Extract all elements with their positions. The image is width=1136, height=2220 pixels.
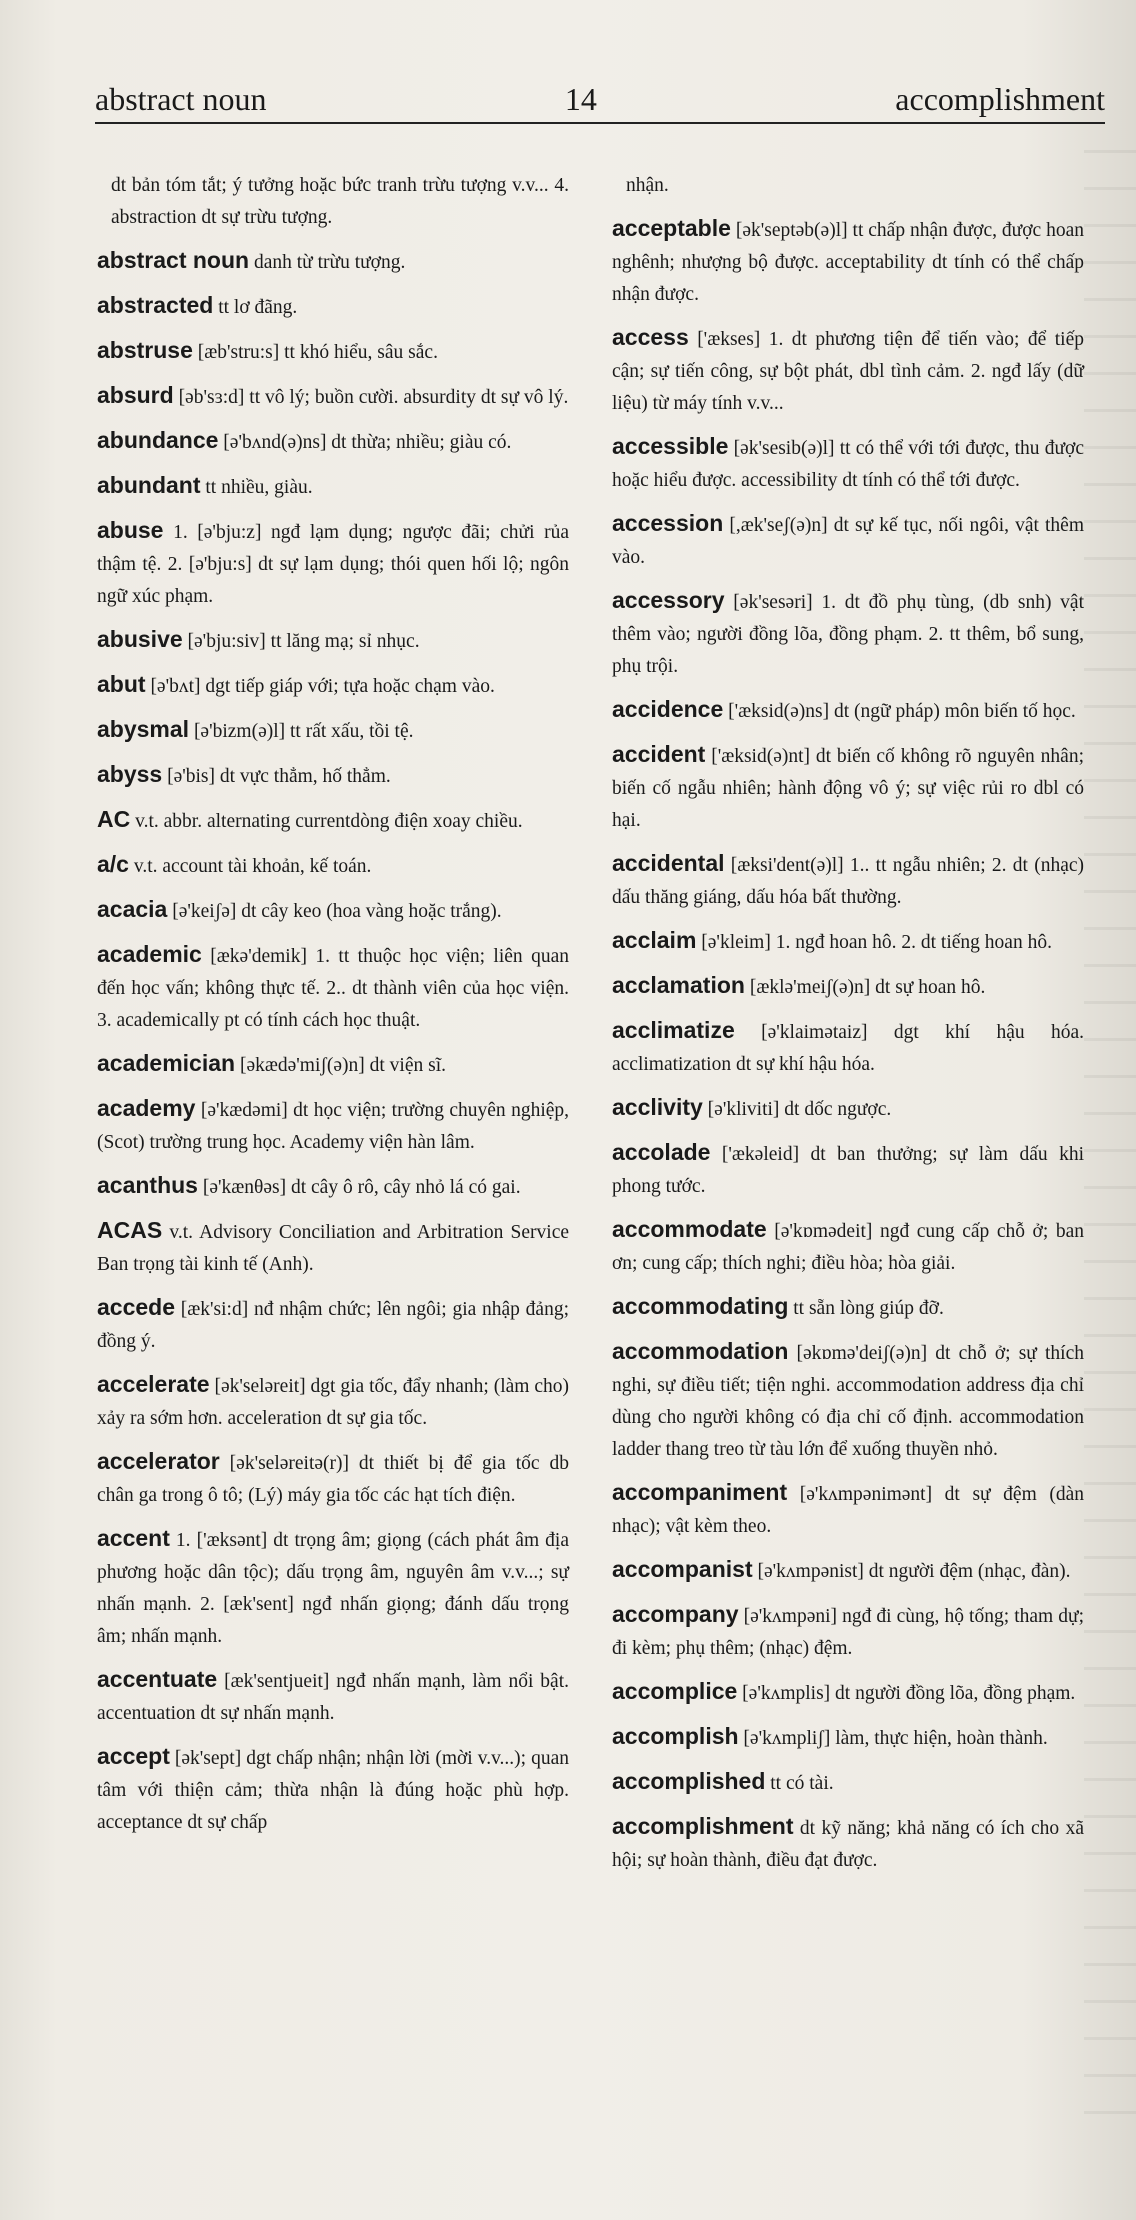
headword: access <box>612 324 689 350</box>
headword: accomplice <box>612 1678 738 1704</box>
definition-text: [ə'kænθəs] dt cây ô rô, cây nhỏ lá có gai. <box>202 1177 521 1198</box>
dictionary-entry <box>97 1368 569 1435</box>
definition-text: [ə'kʌmpənimənt] dt sự đệm (dàn nhạc); vật kèm theo. <box>612 1484 1084 1537</box>
definition-text: [æk'sentjueit] ngđ nhấn mạnh, làm nổi bật. accentuation dt sự nhấn mạnh. <box>97 1671 569 1724</box>
headword: accentuate <box>97 1666 218 1692</box>
definition-text: [ək'septəb(ə)l] tt chấp nhận được, được hoan nghênh; nhượng bộ được. acceptability dt tính có thể chấp nhận được. <box>612 220 1085 305</box>
dictionary-entry <box>97 334 569 369</box>
definition-text: [ækə'demik] 1. tt thuộc học viện; liên quan đến học vấn; không thực tế. 2.. dt thành viên của học viện. 3. academically pt có tính cách học thuật. <box>97 946 570 1031</box>
definition-text: [əkædə'miʃ(ə)n] dt viện sĩ. <box>239 1055 447 1076</box>
headword: accomplishment <box>612 1813 794 1839</box>
headword: accessory <box>612 587 725 613</box>
dictionary-entry <box>97 1740 569 1839</box>
headword: acacia <box>97 896 168 922</box>
dictionary-entry <box>97 1522 569 1653</box>
headword: abstruse <box>97 337 193 363</box>
definition-text: tt sẵn lòng giúp đỡ. <box>793 1298 944 1319</box>
definition-text: [ə'kʌmpənist] dt người đệm (nhạc, đàn). <box>757 1561 1071 1582</box>
headword: accession <box>612 510 724 536</box>
right-column <box>612 170 1084 1887</box>
headword: accent <box>97 1525 170 1551</box>
dictionary-entry <box>97 758 569 793</box>
headword: AC <box>97 806 131 832</box>
definition-text: [,æk'seʃ(ə)n] dt sự kế tục, nối ngôi, vật thêm vào. <box>612 515 1085 568</box>
headword: abstracted <box>97 292 214 318</box>
dictionary-entry <box>612 1765 1084 1800</box>
definition-text: [æb'stru:s] tt khó hiểu, sâu sắc. <box>197 342 438 363</box>
dictionary-entry <box>97 514 569 613</box>
dictionary-entry <box>612 1136 1084 1203</box>
dictionary-entry <box>612 1810 1084 1877</box>
definition-text: [ək'seləreitə(r)] dt thiết bị để gia tốc db chân ga trong ô tô; (Lý) máy gia tốc các hạt tích điện. <box>97 1453 569 1506</box>
dictionary-entry <box>97 848 569 883</box>
definition-text: [ək'sesib(ə)l] tt có thể với tới được, thu được hoặc hiểu được. accessibility dt tính có thể tới được. <box>612 438 1084 491</box>
headword: accommodating <box>612 1293 789 1319</box>
dictionary-entry <box>612 924 1084 959</box>
definition-text: [əb'sɜ:d] tt vô lý; buồn cười. absurdity dt sự vô lý. <box>178 387 569 408</box>
definition-text: [ə'kɒmədeit] ngđ cung cấp chỗ ở; ban ơn; cung cấp; thích nghi; điều hòa; hòa giải. <box>612 1221 1085 1274</box>
header-last-word: accomplishment <box>895 81 1105 117</box>
dictionary-entry <box>612 1014 1084 1081</box>
headword: accelerate <box>97 1371 210 1397</box>
dictionary-entry <box>97 1214 569 1281</box>
definition-text: [ə'bju:siv] tt lăng mạ; sỉ nhục. <box>187 631 420 652</box>
headword: academy <box>97 1095 196 1121</box>
headword: accompanist <box>612 1556 753 1582</box>
dictionary-entry <box>97 289 569 324</box>
dictionary-entry <box>97 668 569 703</box>
dictionary-entry <box>97 938 569 1037</box>
headword: acanthus <box>97 1172 198 1198</box>
definition-text: ['ækəleid] dt ban thưởng; sự làm dấu khi phong tước. <box>612 1144 1084 1197</box>
dictionary-entry <box>97 713 569 748</box>
dictionary-entry <box>97 170 569 234</box>
headword: accidental <box>612 850 725 876</box>
definition-text: [ə'bis] dt vực thẳm, hố thẳm. <box>167 766 391 787</box>
headword: accompany <box>612 1601 739 1627</box>
headword: abut <box>97 671 146 697</box>
headword: acceptable <box>612 215 731 241</box>
dictionary-entry <box>612 321 1084 420</box>
headword: a/c <box>97 851 129 877</box>
definition-text: [ə'keiʃə] dt cây keo (hoa vàng hoặc trắng). <box>172 901 502 922</box>
definition-text: dt kỹ năng; khả năng có ích cho xã hội; sự hoàn thành, điều đạt được. <box>612 1818 1084 1871</box>
headword: accomplished <box>612 1768 766 1794</box>
dictionary-entry <box>97 1663 569 1730</box>
dictionary-entry <box>612 1290 1084 1325</box>
dictionary-entry <box>612 693 1084 728</box>
headword: academic <box>97 941 202 967</box>
headword: accidence <box>612 696 724 722</box>
dictionary-entry <box>97 1445 569 1512</box>
dictionary-entry <box>612 430 1084 497</box>
definition-text: [ək'sesəri] 1. dt đồ phụ tùng, (db snh) vật thêm vào; người đồng lõa, đồng phạm. 2. tt thêm, bổ sung, phụ trội. <box>612 592 1085 677</box>
definition-text: [ə'klaimətaiz] dgt khí hậu hóa. acclimatization dt sự khí hậu hóa. <box>612 1022 1084 1075</box>
dictionary-entry <box>97 424 569 459</box>
definition-text: nhận. <box>626 175 669 196</box>
definition-text: ['ækses] 1. dt phương tiện để tiến vào; để tiếp cận; sự tiến công, sự bột phát, dbl tình cảm. 2. ngđ lấy (dữ liệu) từ máy tính v.v... <box>612 329 1084 414</box>
dictionary-entry <box>97 244 569 279</box>
definition-text: v.t. Advisory Conciliation and Arbitration Service Ban trọng tài kinh tế (Anh). <box>97 1222 570 1275</box>
left-column <box>97 170 569 1849</box>
dictionary-entry <box>612 1476 1084 1543</box>
headword: accolade <box>612 1139 711 1165</box>
definition-text: [ə'kʌmplis] dt người đồng lõa, đồng phạm. <box>742 1683 1076 1704</box>
definition-text: [ək'seləreit] dgt gia tốc, đẩy nhanh; (làm cho) xảy ra sớm hơn. acceleration dt sự gia tốc. <box>97 1376 569 1429</box>
headword: academician <box>97 1050 236 1076</box>
headword: acclimatize <box>612 1017 735 1043</box>
definition-text: [ə'kliviti] dt dốc ngược. <box>707 1099 892 1120</box>
definition-text: tt nhiều, giàu. <box>205 477 313 498</box>
dictionary-entry <box>97 379 569 414</box>
definition-text: [ə'kʌmpliʃ] làm, thực hiện, hoàn thành. <box>743 1728 1048 1749</box>
dictionary-entry <box>97 1092 569 1159</box>
definition-text: ['æksid(ə)nt] dt biến cố không rõ nguyên nhân; biến cố ngẫu nhiên; hành động vô ý; sự việc rủi ro dbl có hại. <box>612 746 1084 831</box>
dictionary-entry <box>612 738 1084 837</box>
headword: acclamation <box>612 972 745 998</box>
dictionary-entry <box>612 1720 1084 1755</box>
definition-text: v.t. abbr. alternating currentdòng điện xoay chiều. <box>135 811 523 832</box>
headword: acclivity <box>612 1094 703 1120</box>
dictionary-entry <box>612 1553 1084 1588</box>
definition-text: danh từ trừu tượng. <box>253 252 406 273</box>
page-number: 14 <box>564 81 597 117</box>
header-first-word: abstract noun <box>95 81 267 117</box>
definition-text: [ə'bʌnd(ə)ns] dt thừa; nhiều; giàu có. <box>223 432 512 453</box>
dictionary-entry <box>97 1047 569 1082</box>
definition-text: [ə'bizm(ə)l] tt rất xấu, tồi tệ. <box>193 721 414 742</box>
dictionary-entry <box>612 1091 1084 1126</box>
dictionary-entry <box>612 1675 1084 1710</box>
headword: acclaim <box>612 927 697 953</box>
headword: accessible <box>612 433 729 459</box>
headword: abysmal <box>97 716 190 742</box>
headword: abyss <box>97 761 163 787</box>
definition-text: ['æksid(ə)ns] dt (ngữ pháp) môn biến tố học. <box>728 701 1076 722</box>
dictionary-entry <box>612 584 1084 683</box>
definition-text: tt có tài. <box>770 1773 834 1794</box>
dictionary-entry <box>97 893 569 928</box>
headword: abundant <box>97 472 201 498</box>
definition-text: dt bản tóm tắt; ý tưởng hoặc bức tranh trừu tượng v.v... 4. abstraction dt sự trừu tượng. <box>111 175 569 228</box>
definition-text: [ə'bʌt] dgt tiếp giáp với; tựa hoặc chạm vào. <box>150 676 495 697</box>
headword: accomplish <box>612 1723 739 1749</box>
headword: abuse <box>97 517 164 543</box>
headword: abusive <box>97 626 183 652</box>
dictionary-entry <box>612 1213 1084 1280</box>
headword: accept <box>97 1743 170 1769</box>
definition-text: 1. ['æksənt] dt trọng âm; giọng (cách phát âm địa phương hoặc dân tộc); dấu trọng âm, nguyên âm v.v...; sự nhấn mạnh. 2. [æk'sent] ngđ nhấn giọng; đánh dấu trọng âm; nhấn mạnh. <box>97 1530 569 1647</box>
definition-text: [ə'kædəmi] dt học viện; trường chuyên nghiệp, (Scot) trường trung học. Academy viện hàn lâm. <box>97 1100 570 1153</box>
headword: absurd <box>97 382 174 408</box>
definition-text: v.t. account tài khoản, kế toán. <box>133 856 372 877</box>
dictionary-entry <box>97 803 569 838</box>
dictionary-entry <box>97 469 569 504</box>
headword: ACAS <box>97 1217 163 1243</box>
dictionary-entry <box>612 170 1084 202</box>
dictionary-entry <box>97 1291 569 1358</box>
definition-text: [æk'si:d] nđ nhậm chức; lên ngôi; gia nhập đảng; đồng ý. <box>97 1299 569 1352</box>
definition-text: 1. [ə'bju:z] ngđ lạm dụng; ngược đãi; chửi rủa thậm tệ. 2. [ə'bju:s] dt sự lạm dụng; thói quen hối lộ; ngôn ngữ xúc phạm. <box>97 522 570 607</box>
definition-text: [ək'sept] dgt chấp nhận; nhận lời (mời v.v...); quan tâm với thiện cảm; thừa nhận là đúng hoặc phù hợp. acceptance dt sự chấp <box>97 1748 569 1833</box>
dictionary-entry <box>97 1169 569 1204</box>
definition-text: [æklə'meiʃ(ə)n] dt sự hoan hô. <box>749 977 986 998</box>
headword: accede <box>97 1294 176 1320</box>
facing-page-bleed <box>1084 150 1136 2130</box>
dictionary-entry <box>97 623 569 658</box>
definition-text: [ə'kleim] 1. ngđ hoan hô. 2. dt tiếng hoan hô. <box>701 932 1052 953</box>
headword: abundance <box>97 427 219 453</box>
definition-text: [ə'kʌmpəni] ngđ đi cùng, hộ tống; tham dự; đi kèm; phụ thêm; (nhạc) đệm. <box>612 1606 1084 1659</box>
definition-text: [əkɒmə'deiʃ(ə)n] dt chỗ ở; sự thích nghi, sự điều tiết; tiện nghi. accommodation address địa chỉ dùng cho người không có địa chỉ cố định. accommodation ladder thang treo từ tàu lớn để xuống thuyền nhỏ. <box>612 1343 1085 1460</box>
headword: accident <box>612 741 706 767</box>
definition-text: [æksi'dent(ə)l] 1.. tt ngẫu nhiên; 2. dt (nhạc) dấu thăng giáng, dấu hóa bất thường. <box>612 855 1085 908</box>
headword: accelerator <box>97 1448 220 1474</box>
headword: accompaniment <box>612 1479 788 1505</box>
dictionary-entry <box>612 969 1084 1004</box>
dictionary-entry <box>612 1598 1084 1665</box>
running-header <box>95 74 1105 124</box>
dictionary-entry <box>612 1335 1084 1466</box>
headword: abstract noun <box>97 247 250 273</box>
headword: accommodation <box>612 1338 789 1364</box>
headword: accommodate <box>612 1216 767 1242</box>
dictionary-entry <box>612 212 1084 311</box>
definition-text: tt lơ đãng. <box>218 297 298 318</box>
dictionary-entry <box>612 507 1084 574</box>
dictionary-entry <box>612 847 1084 914</box>
